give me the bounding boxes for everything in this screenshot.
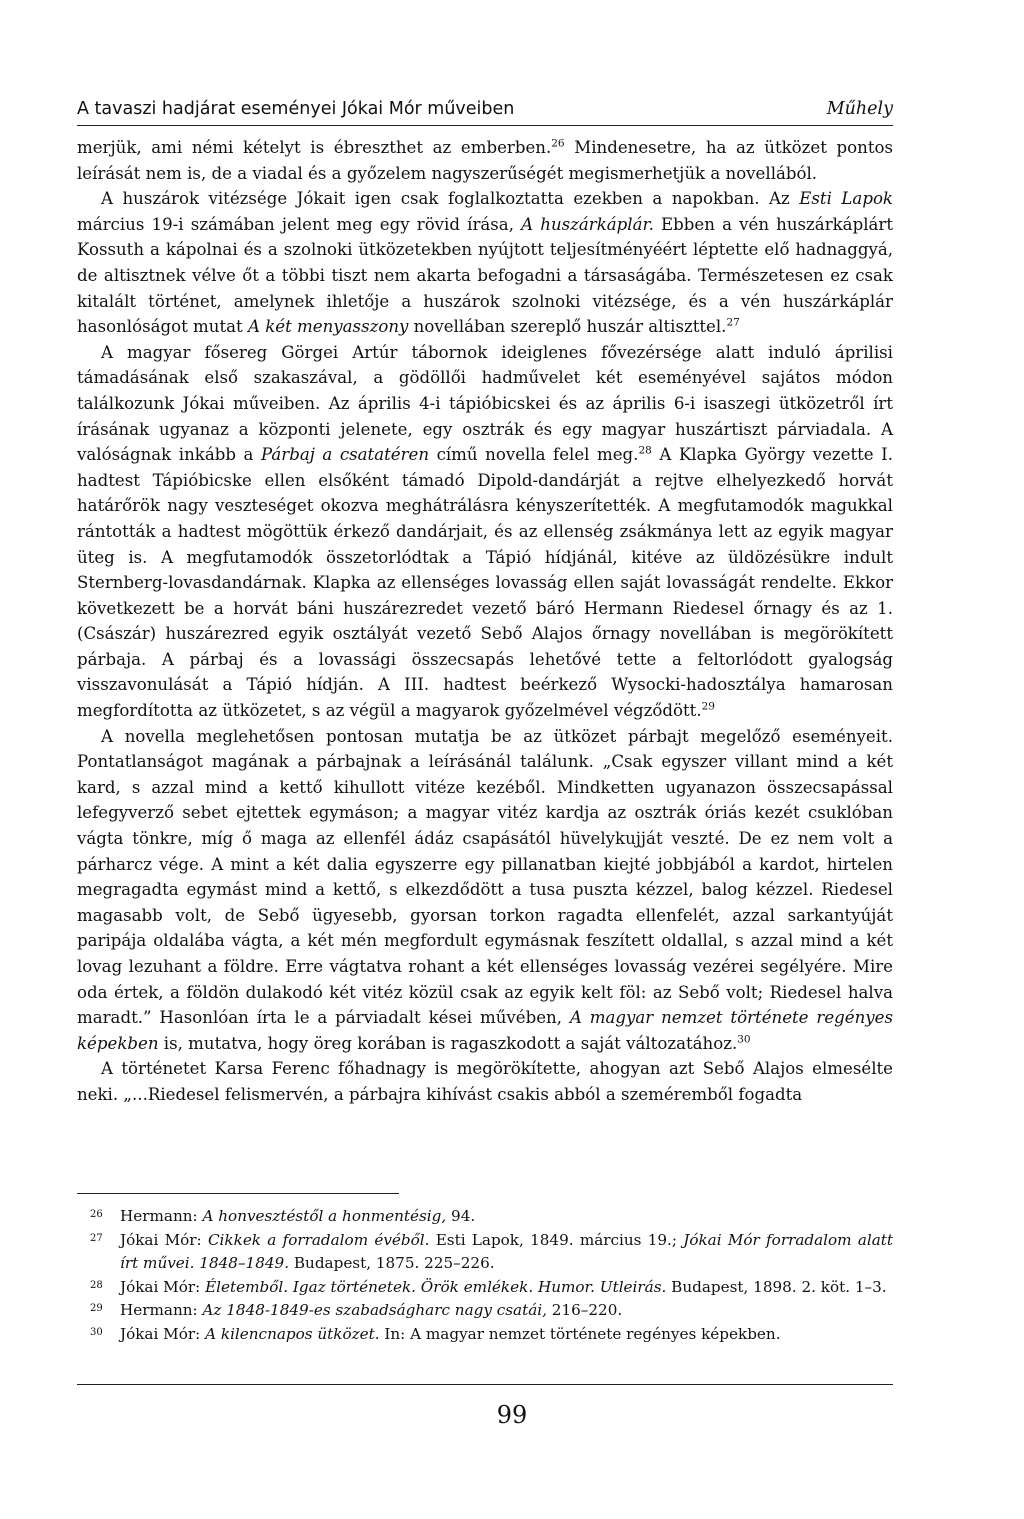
italic-title: Esti Lapok	[799, 189, 893, 209]
italic-title: A honvesztéstől a honmentésig,	[202, 1207, 447, 1225]
paragraph	[77, 724, 893, 1057]
footnote-ref: 29	[701, 700, 715, 713]
footnotes	[90, 1205, 893, 1347]
bottom-rule	[77, 1384, 893, 1385]
paragraph	[77, 186, 893, 340]
italic-title: A huszárkáplár.	[521, 214, 654, 234]
footnote	[90, 1323, 893, 1347]
italic-title: A kilencnapos ütközet.	[205, 1324, 380, 1343]
footnote-number: 28	[90, 1279, 103, 1291]
footnote-number: 27	[90, 1232, 103, 1244]
text-run: A magyar fősereg Görgei Artúr tábornok ideiglenes fővezérsége alatt induló áprilisi támadásának első szakaszával, a gödöllői hadművelet két eseményével sajátos módon találkozunk Jókai műveiben. Az április 4-i tápióbicskei és az április 6-i isaszegi ütközetről írt írásának ugyanaz a központi jelenete, egy osztrák és egy magyar huszártiszt párviadala. A valóságnak inkább a	[77, 342, 893, 465]
footnote-ref: 28	[638, 444, 652, 457]
text-run: is, mutatva, hogy öreg korában is ragaszkodott a saját változatához.	[158, 1033, 738, 1053]
footnote-text	[120, 1299, 893, 1323]
text-run: In: A magyar nemzet története regényes képekben.	[379, 1324, 781, 1343]
body-text	[77, 135, 893, 1108]
text-run: Jókai Mór:	[120, 1230, 208, 1249]
text-run: Ebben a vén huszárkáplárt Kossuth a kápolnai és a szolnoki ütközetekben nyújtott teljesítményéért léptette elő hadnaggyá, de altisztnek vélve őt a többi tiszt nem akarta befogadni a társaságába. Természetesen ez csak kitalált történet, amelynek ihletője a huszárok szolnoki vitézsége, és a vén huszárkáplár hasonlóságot mutat	[77, 214, 893, 337]
text-run: 94.	[446, 1207, 476, 1225]
footnote-ref: 30	[737, 1033, 751, 1046]
paragraph	[77, 340, 893, 724]
running-header	[77, 95, 893, 126]
italic-title: Párbaj a csatatéren	[260, 445, 430, 465]
footnote-ref: 26	[551, 137, 565, 150]
footnote-text	[120, 1323, 893, 1347]
footnote-text	[120, 1276, 893, 1300]
text-run: A novella meglehetősen pontosan mutatja be az ütközet párbajt megelőző eseményeit. Pontatlanságot magának a párbajnak a leírásánál találunk. „Csak egyszer villant mind a két kard, s azzal mind a kettő kihullott vitéze kezéből. Mindketten ugyanazon összecsapással lefegyverző sebet ejtettek egymáson; a magyar vitéz kardja az osztrák óriás kezét csuklóban vágta tönkre, míg ő maga az ellenfél ádáz csapásától hüvelykujját veszté. De ez nem volt a párharcz vége. A mint a két dalia egyszerre egy pillanatban kiejté jobbjából a kardot, hirtelen megragadta egymást mind a kettő, s elkezdődött a tusa puszta kézzel, balog kézzel. Riedesel magasabb volt, de Sebő ügyesebb, gyorsan torkon ragadta ellenfelét, azzal sarkantyúját paripája oldalába vágta, a két mén megfordult egymásnak feszített oldallal, s azzal mind a két lovag lezuhant a földre. Erre vágtatva rohant a két ellenséges lovasság vezérei segélyére. Mire oda értek, a földön dulakodó két vitéz közül csak az egyik kelt föl: az Sebő volt; Riedesel halva maradt.” Hasonlóan írta le a párviadalt kései művében,	[77, 726, 893, 1028]
footnote-text	[120, 1229, 893, 1276]
footnote	[90, 1276, 893, 1300]
text-run: Hermann:	[120, 1301, 203, 1320]
italic-title: A magyar nemzet története regényes képekben	[77, 1008, 893, 1053]
text-run: Mindenesetre, ha az ütközet pontos leírását nem is, de a viadal és a győzelem nagyszerűségét megismerhetjük a novellából.	[77, 138, 893, 183]
text-run: Budapest, 1898. 2. köt. 1–3.	[666, 1277, 887, 1296]
text-run: Budapest, 1875. 225–226.	[289, 1254, 495, 1273]
footnote-number: 26	[90, 1209, 103, 1220]
italic-title: Életemből. Igaz történetek. Örök emlékek. Humor. Utleirás.	[205, 1277, 667, 1296]
section-label: Műhely	[826, 99, 893, 119]
italic-title: A két menyasszony	[247, 317, 409, 337]
italic-title: Jókai Mór forradalom alatt írt művei. 1848–1849.	[120, 1230, 893, 1273]
paragraph	[77, 1056, 893, 1107]
text-run: március 19-i számában jelent meg egy rövid írása,	[77, 214, 522, 234]
italic-title: Az 1848-1849-es szabadságharc nagy csatái,	[202, 1301, 547, 1320]
italic-title: Cikkek a forradalom évéből.	[207, 1230, 430, 1249]
footnote-ref: 27	[726, 316, 740, 329]
footnote	[90, 1205, 893, 1229]
running-title: A tavaszi hadjárat eseményei Jókai Mór műveiben	[77, 99, 515, 119]
text-run: 216–220.	[546, 1301, 623, 1320]
page-number: 99	[496, 1401, 528, 1429]
footnote-number: 29	[90, 1303, 103, 1315]
footnote-separator	[77, 1193, 399, 1194]
footnote	[90, 1299, 893, 1323]
footnote	[90, 1229, 893, 1276]
text-run: merjük, ami némi kételyt is ébreszthet az emberben.	[77, 138, 552, 157]
text-run: Jókai Mór:	[120, 1277, 206, 1296]
text-run: Esti Lapok, 1849. március 19.;	[429, 1230, 684, 1249]
text-run: novellában szereplő huszár altiszttel.	[408, 317, 727, 337]
text-run: Jókai Mór:	[120, 1324, 206, 1343]
footnote-number: 30	[90, 1326, 103, 1338]
text-run: című novella felel meg.	[429, 445, 639, 465]
paragraph	[77, 135, 893, 186]
footnote-text	[120, 1205, 893, 1229]
text-run: A huszárok vitézsége Jókait igen csak foglalkoztatta ezekben a napokban. Az	[101, 189, 800, 209]
text-run: A Klapka György vezette I. hadtest Tápióbicske ellen elsőként támadó Dipold-dandárját a rejtve elhelyezkedő horvát határőrök nagy veszteséget okozva meghátrálásra kényszerítették. A megfutamodók magukkal rántották a hadtest mögöttük érkező dandárjait, és az ellenség zsákmánya lett az egyik magyar üteg is. A megfutamodók összetorlódtak a Tápió hídjánál, kitéve az üldözésükre indult Sternberg-lovasdandárnak. Klapka az ellenséges lovasság ellen saját lovasságát rendelte. Ekkor következett be a horvát báni huszárezredet vezető báró Hermann Riedesel őrnagy és az 1. (Császár) huszárezred egyik osztályát vezető Sebő Alajos őrnagy novellában is megörökített párbaja. A párbaj és a lovassági összecsapás lehetővé tette a feltorlódott gyalogság visszavonulását a Tápió hídján. A III. hadtest beérkező Wysocki-hadosztálya hamarosan megfordította az ütközetet, s az végül a magyarok győzelmével végződött.	[77, 445, 893, 721]
text-run: Hermann:	[120, 1207, 203, 1225]
text-run: A történetet Karsa Ferenc főhadnagy is megörökítette, ahogyan azt Sebő Alajos elmesélte neki. „...Riedesel felismervén, a párbajra kihívást csakis abból a szeméremből fogadta	[77, 1059, 893, 1104]
